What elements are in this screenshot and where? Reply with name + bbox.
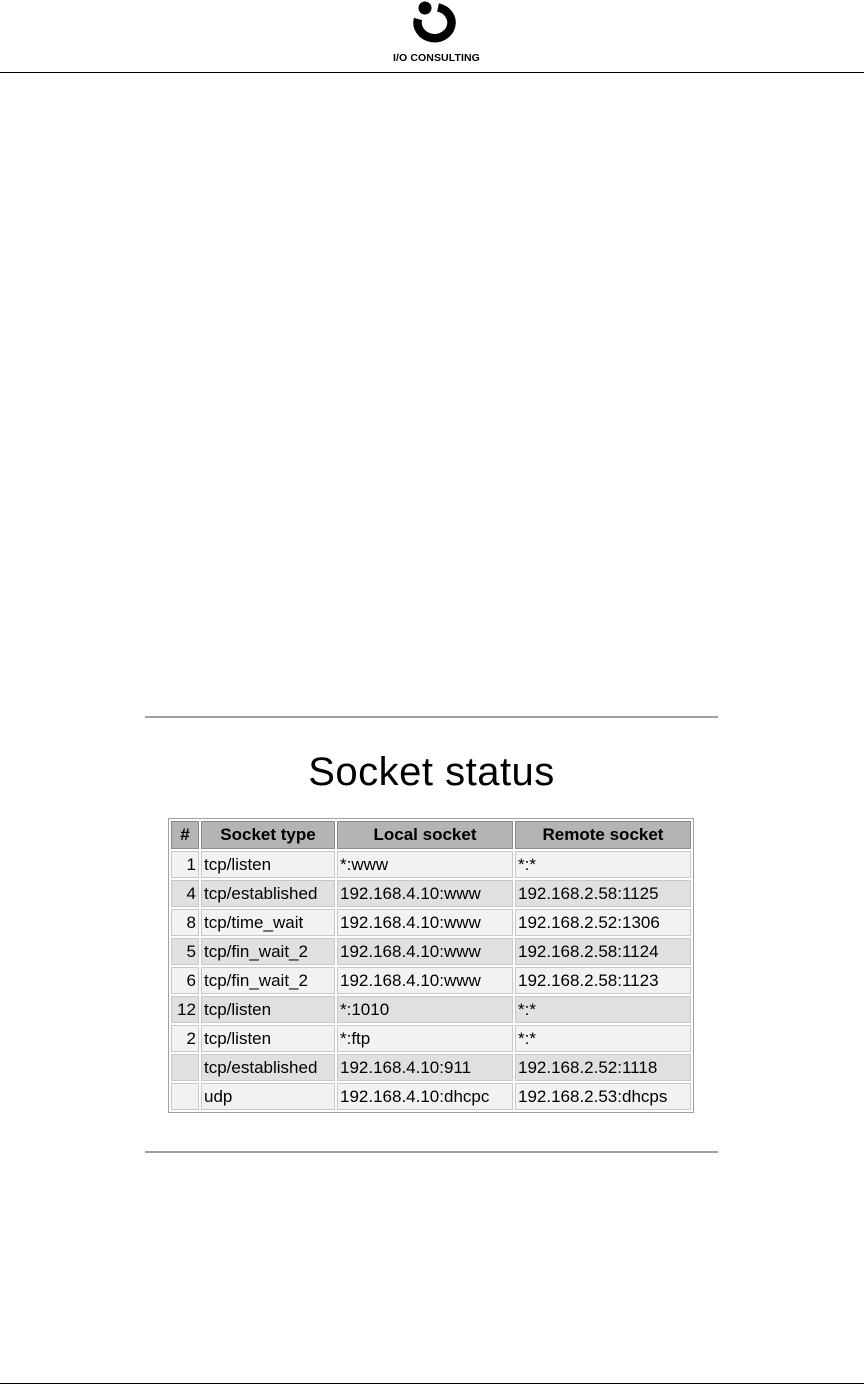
cell-remote-socket: 192.168.2.58:1125 [515, 880, 691, 907]
cell-socket-type: tcp/listen [201, 996, 335, 1023]
io-logo-icon [405, 0, 461, 50]
cell-local-socket: *:www [337, 851, 513, 878]
cell-socket-type: tcp/time_wait [201, 909, 335, 936]
table-row [171, 1025, 691, 1052]
cell-local-socket: 192.168.4.10:911 [337, 1054, 513, 1081]
cell-number [171, 1054, 199, 1081]
table-row [171, 880, 691, 907]
cell-socket-type: tcp/listen [201, 851, 335, 878]
table-row [171, 851, 691, 878]
table-row [171, 996, 691, 1023]
figure-top-divider [145, 716, 718, 718]
cell-number: 6 [171, 967, 199, 994]
page-header [0, 0, 864, 72]
cell-number: 8 [171, 909, 199, 936]
column-header-number: # [171, 821, 199, 849]
table-header-row [171, 821, 691, 849]
cell-number: 4 [171, 880, 199, 907]
table-row [171, 938, 691, 965]
cell-local-socket: 192.168.4.10:dhcpc [337, 1083, 513, 1110]
cell-remote-socket: 192.168.2.58:1123 [515, 967, 691, 994]
cell-local-socket: 192.168.4.10:www [337, 967, 513, 994]
table-row [171, 1083, 691, 1110]
table-row [171, 909, 691, 936]
cell-remote-socket: *:* [515, 1025, 691, 1052]
cell-remote-socket: *:* [515, 996, 691, 1023]
cell-socket-type: tcp/established [201, 1054, 335, 1081]
logo-text: I/O CONSULTING [393, 52, 480, 64]
cell-local-socket: 192.168.4.10:www [337, 938, 513, 965]
header-divider [0, 72, 864, 73]
table-row [171, 967, 691, 994]
cell-local-socket: *:1010 [337, 996, 513, 1023]
cell-number [171, 1083, 199, 1110]
cell-socket-type: udp [201, 1083, 335, 1110]
column-header-socket-type: Socket type [201, 821, 335, 849]
cell-socket-type: tcp/fin_wait_2 [201, 938, 335, 965]
cell-remote-socket: *:* [515, 851, 691, 878]
cell-local-socket: *:ftp [337, 1025, 513, 1052]
column-header-remote-socket: Remote socket [515, 821, 691, 849]
cell-local-socket: 192.168.4.10:www [337, 909, 513, 936]
column-header-local-socket: Local socket [337, 821, 513, 849]
cell-remote-socket: 192.168.2.58:1124 [515, 938, 691, 965]
cell-number: 2 [171, 1025, 199, 1052]
cell-local-socket: 192.168.4.10:www [337, 880, 513, 907]
cell-remote-socket: 192.168.2.52:1118 [515, 1054, 691, 1081]
footer-divider [0, 1383, 864, 1384]
cell-number: 1 [171, 851, 199, 878]
cell-socket-type: tcp/established [201, 880, 335, 907]
cell-remote-socket: 192.168.2.52:1306 [515, 909, 691, 936]
cell-remote-socket: 192.168.2.53:dhcps [515, 1083, 691, 1110]
socket-status-table [168, 818, 694, 1113]
table-row [171, 1054, 691, 1081]
cell-socket-type: tcp/fin_wait_2 [201, 967, 335, 994]
cell-socket-type: tcp/listen [201, 1025, 335, 1052]
company-logo [393, 0, 503, 68]
figure-title: Socket status [308, 750, 555, 794]
cell-number: 5 [171, 938, 199, 965]
cell-number: 12 [171, 996, 199, 1023]
figure-bottom-divider [145, 1151, 718, 1153]
